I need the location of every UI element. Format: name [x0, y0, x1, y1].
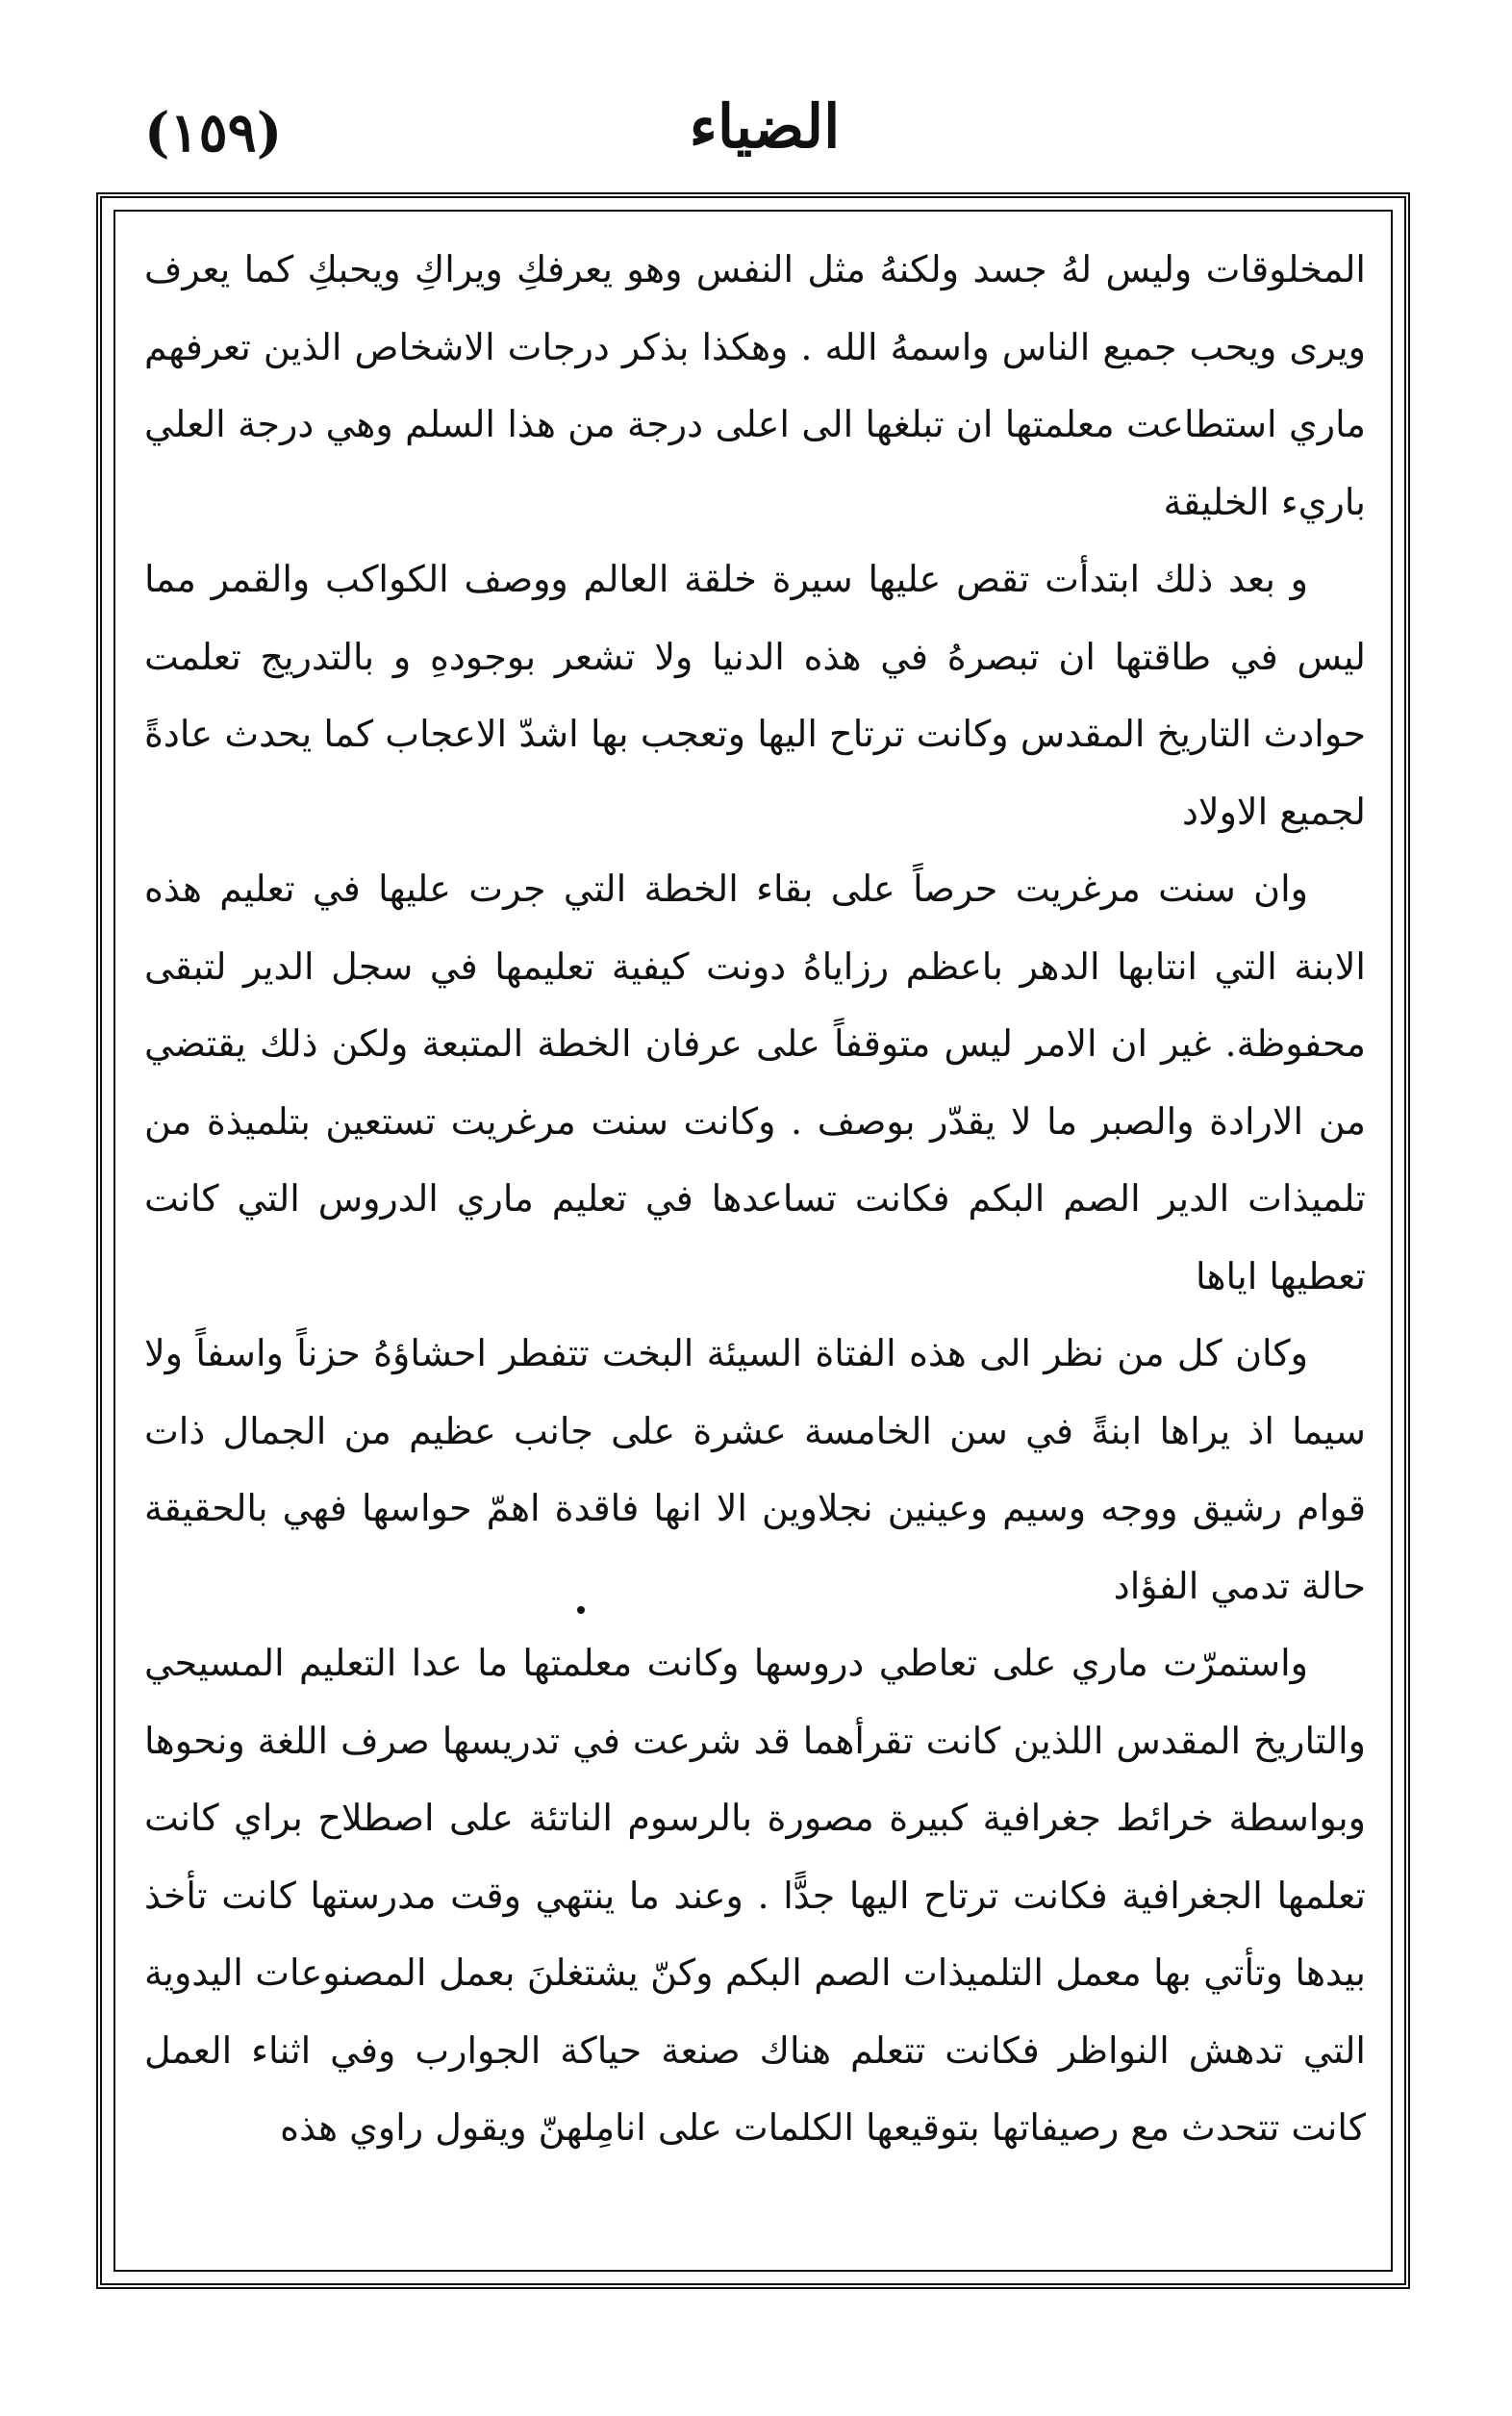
paragraph: وكان كل من نظر الى هذه الفتاة السيئة البخت تتفطر احشاؤهُ حزناً واسفاً ولا سيما اذ يراها ابنةً في سن الخامسة عشرة على جانب عظيم من الجمال ذات قوام رشيق ووجه وسيم وعينين نجلاوين الا انها فاقدة اهمّ حواسها فهي بالحقيقة حالة تدمي الفؤاد: [144, 1332, 1366, 1607]
page-header: [144, 91, 1385, 197]
page-title: الضياء: [689, 91, 841, 162]
paragraph: وان سنت مرغريت حرصاً على بقاء الخطة التي جرت عليها في تعليم هذه الابنة التي انتابها الدهر باعظم رزاياهُ دونت كيفية تعليمها في سجل الدير لتبقى محفوظة. غير ان الامر ليس متوقفاً على عرفان الخطة المتبعة ولكن ذلك يقتضي من الارادة والصبر ما لا يقدّر بوصف . وكانت سنت مرغريت تستعين بتلميذة من تلميذات الدير الصم البكم فكانت تساعدها في تعليم ماري الدروس التي كانت تعطيها اياها: [144, 868, 1366, 1297]
page-number: (١٥٩): [144, 101, 283, 164]
page-body: [144, 231, 1366, 2260]
paragraph: و بعد ذلك ابتدأت تقص عليها سيرة خلقة العالم ووصف الكواكب والقمر مما ليس في طاقتها ان تبصرهُ في هذه الدنيا ولا تشعر بوجودهِ و بالتدريج تعلمت حوادث التاريخ المقدس وكانت ترتاح اليها وتعجب بها اشدّ الاعجاب كما يحدث عادةً لجميع الاولاد: [144, 558, 1366, 833]
paragraph: واستمرّت ماري على تعاطي دروسها وكانت معلمتها ما عدا التعليم المسيحي والتاريخ المقدس اللذين كانت تقرأهما قد شرعت في تدريسها صرف اللغة ونحوها وبواسطة خرائط جغرافية كبيرة مصورة بالرسوم الناتئة على اصطلاح براي كانت تعلمها الجغرافية فكانت ترتاح اليها جدًّا . وعند ما ينتهي وقت مدرستها كانت تأخذ بيدها وتأتي بها معمل التلميذات الصم البكم وكنّ يشتغلنَ بعمل المصنوعات اليدوية التي تدهش النواظر فكانت تتعلم هناك صنعة حياكة الجوارب وفي اثناء العمل كانت تتحدث مع رصيفاتها بتوقيعها الكلمات على انامِلهنّ ويقول راوي هذه: [144, 1642, 1366, 2149]
ink-dot: [577, 1606, 585, 1614]
paragraph: المخلوقات وليس لهُ جسد ولكنهُ مثل النفس وهو يعرفكِ ويراكِ ويحبكِ كما يعرف ويرى ويحب جميع الناس واسمهُ الله . وهكذا بذكر درجات الاشخاص الذين تعرفهم ماري استطاعت معلمتها ان تبلغها الى اعلى درجة من هذا السلم وهي درجة العلي باريء الخليقة: [144, 248, 1366, 523]
